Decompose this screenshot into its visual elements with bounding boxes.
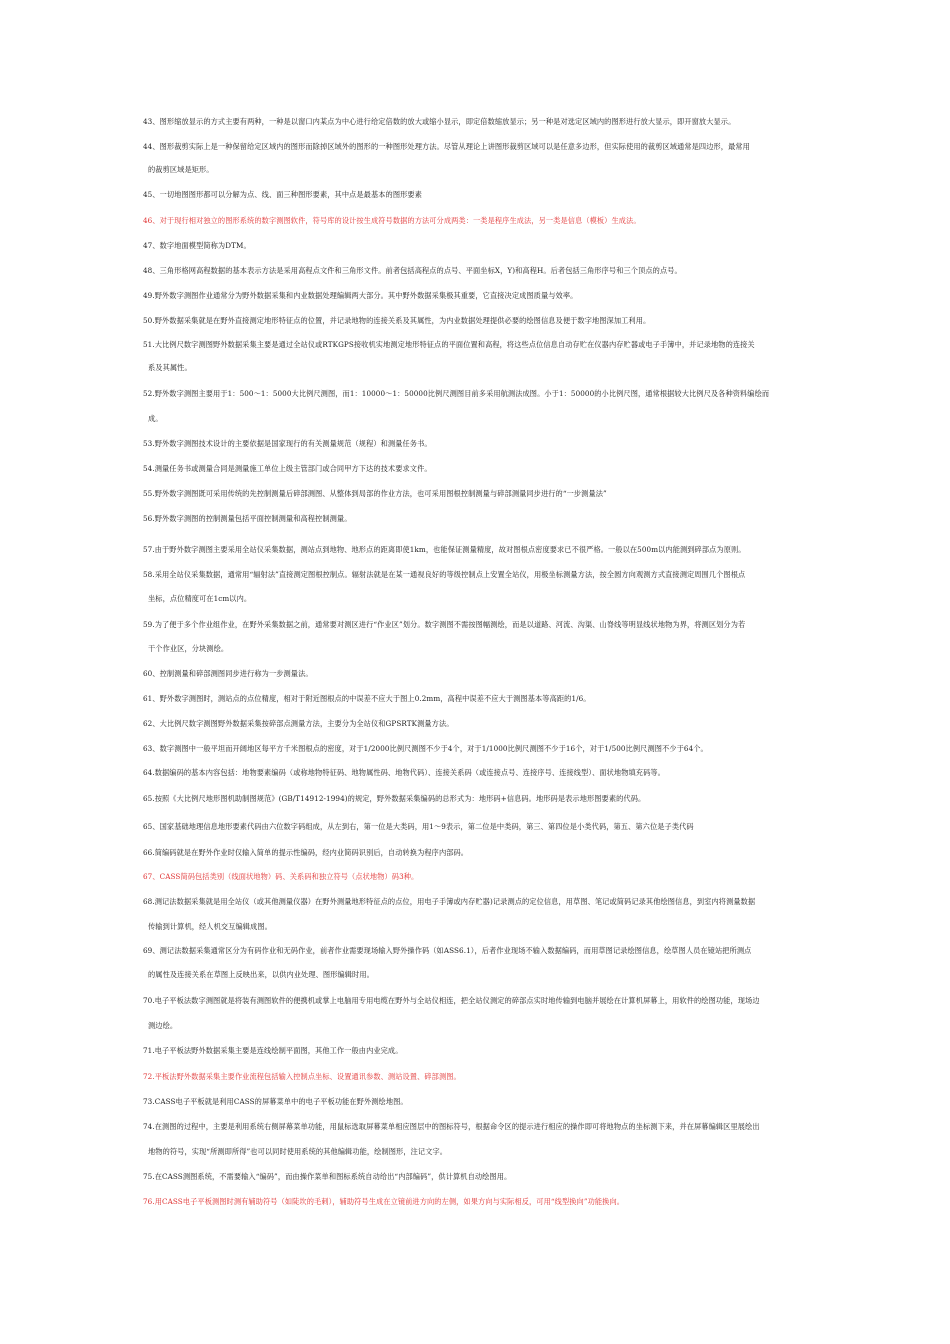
- paragraph-line: 49.野外数字测图作业通常分为野外数据采集和内业数据处理编辑两大部分。其中野外数据采集极其重要，它直接决定成图质量与效率。: [143, 291, 578, 300]
- paragraph-line: 74.在测图的过程中，主要是利用系统右侧屏幕菜单功能，用鼠标选取屏幕菜单相应图层中的图标符号，根据命令区的提示进行相应的操作即可将地物点的坐标测下来，并在屏幕编辑区里展绘出: [143, 1122, 760, 1131]
- paragraph-line: 76.用CASS电子平板测图时测有辅助符号（如陡坎的毛刺），辅助符号生成在立镜前进方向的左侧，如果方向与实际相反，可用“线型换向”功能换向。: [143, 1197, 625, 1206]
- paragraph-line: 68.测记法数据采集就是用全站仪（或其他测量仪器）在野外测量地形特征点的点位，用电子手簿或内存贮器)记录测点的定位信息，用草图、笔记或简码记录其他绘图信息，到室内将测量数据: [143, 897, 756, 906]
- paragraph-line: 43、图形缩放显示的方式主要有两种，一种是以窗口内某点为中心进行给定倍数的放大或缩小显示，即定倍数缩放显示；另一种是对选定区域内的图形进行放大显示，即开窗放大显示。: [143, 117, 736, 126]
- paragraph-line: 57.由于野外数字测图主要采用全站仪采集数据，测站点到地物、地形点的距离即使1km，也能保证测量精度，故对图根点密度要求已不很严格。一般以在500m以内能测到碎部点为原则。: [143, 545, 746, 554]
- paragraph-continuation: 传输到计算机，经人机交互编辑成图。: [148, 922, 272, 931]
- paragraph-line: 48、三角形格网高程数据的基本表示方法是采用高程点文件和三角形文件。前者包括高程点的点号、平面坐标X，Y)和高程H。后者包括三角形序号和三个顶点的点号。: [143, 266, 682, 275]
- paragraph-line: 72.平板法野外数据采集主要作业流程包括输入控制点坐标、设置通讯参数、测站设置、碎部测图。: [143, 1072, 461, 1081]
- paragraph-line: 64.数据编码的基本内容包括：地物要素编码（或称地物特征码、地物属性码、地物代码）、连接关系码（或连接点号、连接序号、连接线型）、面状地物填充码等。: [143, 768, 665, 777]
- paragraph-line: 52.野外数字测图主要用于1：500～1：5000大比例尺测图，而1：10000～1：50000比例尺测图目前多采用航测法成图。小于1：50000的小比例尺图，通常根据较大比例尺及各种资料编绘而: [143, 389, 770, 398]
- paragraph-continuation: 的属性及连接关系在草图上反映出来，以供内业处理、图形编辑时用。: [148, 970, 374, 979]
- paragraph-line: 70.电子平板法数字测图就是将装有测图软件的便携机或掌上电脑用专用电缆在野外与全站仪相连，把全站仪测定的碎部点实时地传输到电脑并展绘在计算机屏幕上，用软件的绘图功能，现场边: [143, 996, 760, 1005]
- paragraph-line: 59.为了便于多个作业组作业，在野外采集数据之前，通常要对测区进行“作业区”划分。数字测图不需按图幅测绘，而是以道路、河流、沟渠、山脊线等明显线状地物为界，将测区划分为若: [143, 620, 746, 629]
- paragraph-line: 71.电子平板法野外数据采集主要是连线绘制平面图，其他工作一般由内业完成。: [143, 1046, 403, 1055]
- paragraph-continuation: 干个作业区，分块测绘。: [148, 644, 229, 653]
- paragraph-line: 69、测记法数据采集通常区分为有码作业和无码作业，前者作业需要现场输入野外操作码（如ASS6.1），后者作业现场不输入数据编码，而用草图记录绘图信息，绘草图人员在镜站把所测点: [143, 946, 752, 955]
- paragraph-continuation: 地物的符号，实现“所测即所得”也可以同时使用系统的其他编辑功能，绘制图形，注记文字。: [148, 1147, 448, 1156]
- paragraph-line: 45、一切地图图形都可以分解为点、线、面三种图形要素，其中点是最基本的图形要素: [143, 190, 422, 199]
- paragraph-line: 60、控制测量和碎部测图同步进行称为一步测量法。: [143, 669, 313, 678]
- paragraph-line: 62、大比例尺数字测图野外数据采集按碎部点测量方法，主要分为全站仪和GPSRTK测量方法。: [143, 719, 454, 728]
- paragraph-line: 67、CASS简码包括类别（线面状地物）码、关系码和独立符号（点状地物）码3种。: [143, 872, 419, 881]
- paragraph-line: 75.在CASS测图系统，不需要输入“编码”，而由操作菜单和图标系统自动给出“内部编码”，供计算机自动绘图用。: [143, 1172, 512, 1181]
- paragraph-line: 66.简编码就是在野外作业时仅输入简单的提示性编码，经内业简码识别后，自动转换为程序内部码。: [143, 848, 469, 857]
- paragraph-continuation: 测边绘。: [148, 1021, 178, 1030]
- paragraph-line: 65、国家基础地理信息地形要素代码由六位数字码组成，从左到右，第一位是大类码，用1～9表示，第二位是中类码，第三、第四位是小类代码，第五、第六位是子类代码: [143, 822, 694, 831]
- paragraph-line: 58.采用全站仪采集数据，通常用“辐射法”直接测定图根控制点。辐射法就是在某一通视良好的等级控制点上安置全站仪，用极坐标测量方法，按全圆方向观测方式直接测定周围几个图根点: [143, 570, 746, 579]
- paragraph-line: 65.按照《大比例尺地形图机助制图规范》(GB/T14912-1994)的规定，野外数据采集编码的总形式为：地形码+信息码。地形码是表示地形图要素的代码。: [143, 794, 646, 803]
- paragraph-line: 73.CASS电子平板就是利用CASS的屏幕菜单中的电子平板功能在野外测绘地图。: [143, 1097, 408, 1106]
- paragraph-line: 51.大比例尺数字测图野外数据采集主要是通过全站仪或RTKGPS接收机实地测定地形特征点的平面位置和高程，将这些点位信息自动存贮在仪器内存贮器或电子手簿中，并记录地物的连接关: [143, 340, 755, 349]
- paragraph-line: 63、数字测图中一般平坦而开阔地区每平方千米图根点的密度，对于1/2000比例尺测图不少于4个，对于1/1000比例尺测图不少于16个，对于1/500比例尺测图不少于64个。: [143, 744, 708, 753]
- paragraph-continuation: 系及其属性。: [148, 363, 192, 372]
- paragraph-line: 61、野外数字测图时，测站点的点位精度，相对于附近图根点的中误差不应大于图上0.2mm，高程中误差不应大于测图基本等高距的1/6。: [143, 694, 591, 703]
- paragraph-line: 50.野外数据采集就是在野外直接测定地形特征点的位置，并记录地物的连接关系及其属性，为内业数据处理提供必要的绘图信息及便于数字地图深加工利用。: [143, 316, 651, 325]
- paragraph-continuation: 坐标，点位精度可在1cm以内。: [148, 594, 252, 603]
- paragraph-line: 55.野外数字测图既可采用传统的先控制测量后碎部测图、从整体到局部的作业方法，也可采用图根控制测量与碎部测量同步进行的“一步测量法”: [143, 489, 607, 498]
- paragraph-line: 47、数字地面模型简称为DTM。: [143, 241, 251, 250]
- paragraph-line: 54.测量任务书或测量合同是测量施工单位上级主管部门或合同甲方下达的技术要求文件。: [143, 464, 432, 473]
- paragraph-line: 44、图形裁剪实际上是一种保留给定区域内的图形而除掉区域外的图形的一种图形处理方法。尽管从理论上讲图形裁剪区域可以是任意多边形，但实际使用的裁剪区域通常是四边形，最常用: [143, 142, 750, 151]
- paragraph-line: 56.野外数字测图的控制测量包括平面控制测量和高程控制测量。: [143, 514, 352, 523]
- paragraph-continuation: 成。: [148, 414, 163, 423]
- paragraph-continuation: 的裁剪区域是矩形。: [148, 165, 214, 174]
- paragraph-line: 53.野外数字测图技术设计的主要依据是国家现行的有关测量规范（规程）和测量任务书。: [143, 439, 432, 448]
- paragraph-line: 46、对于现行相对独立的图形系统的数字测图软件，符号库的设计按生成符号数据的方法可分成两类：一类是程序生成法，另一类是信息（模板）生成法。: [143, 216, 641, 225]
